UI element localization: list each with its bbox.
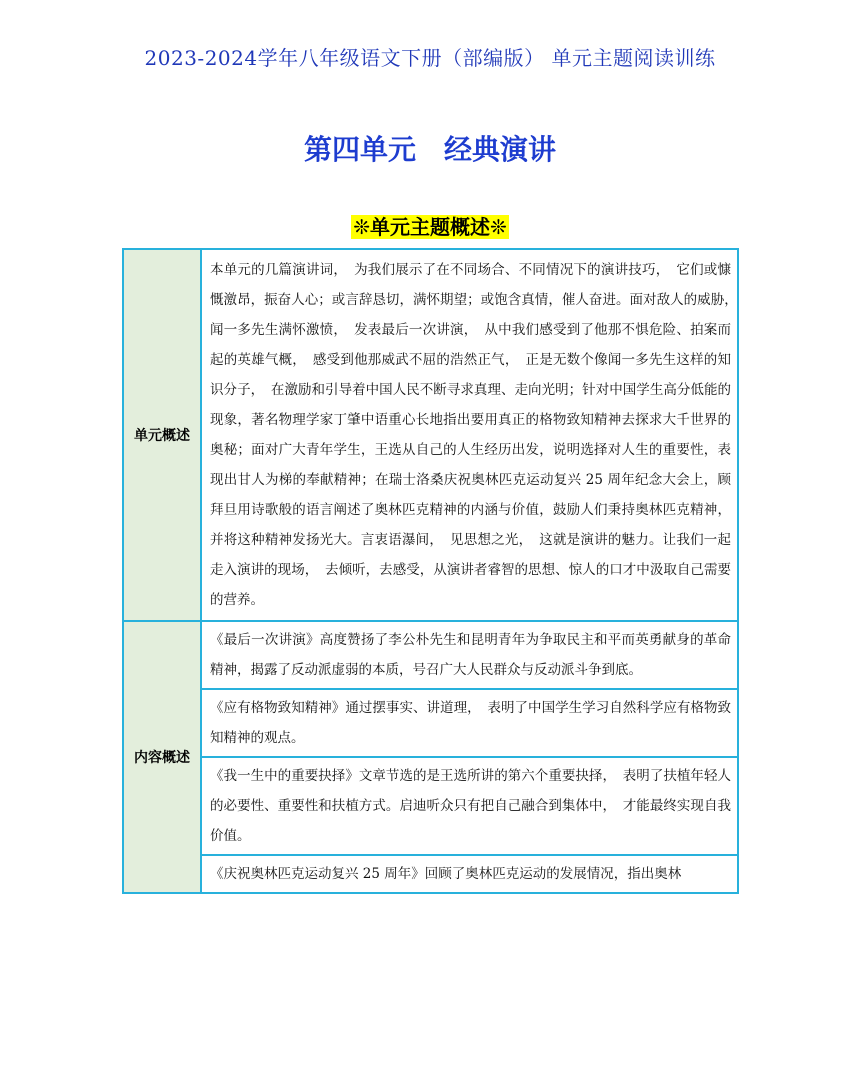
unit-overview-row: [123, 249, 738, 621]
content-overview-row: [123, 689, 738, 757]
unit-overview-label: 单元概述: [123, 249, 201, 621]
section-heading: [0, 211, 860, 240]
overview-table: [122, 248, 745, 894]
section-heading-text: ❊单元主题概述❊: [353, 215, 507, 239]
content-overview-item: 《我一生中的重要抉择》文章节选的是王选所讲的第六个重要抉择， 表明了扶植年轻人的必要性、重要性和扶植方式。启迪听众只有把自己融合到集体中， 才能最终实现自我价值。: [201, 757, 738, 855]
content-overview-item: 《最后一次讲演》高度赞扬了李公朴先生和昆明青年为争取民主和平而英勇献身的革命精神，揭露了反动派虚弱的本质，号召广大人民群众与反动派斗争到底。: [201, 621, 738, 689]
content-overview-label: 内容概述: [123, 621, 201, 893]
document-header: 2023-2024学年八年级语文下册（部编版） 单元主题阅读训练: [144, 46, 716, 70]
content-overview-row: [123, 621, 738, 689]
content-overview-item: 《庆祝奥林匹克运动复兴 25 周年》回顾了奥林匹克运动的发展情况，指出奥林: [201, 855, 738, 893]
unit-overview-text: 本单元的几篇演讲词， 为我们展示了在不同场合、不同情况下的演讲技巧， 它们或慷慨激昂，振奋人心；或言辞恳切，满怀期望；或饱含真情，催人奋进。面对敌人的威胁， 闻一多先生满怀激愤， 发表最后一次讲演， 从中我们感受到了他那不惧危险、拍案而起的英雄气概， 感受到他那威武不屈的浩然正气， 正是无数个像闻一多先生这样的知识分子， 在激励和引导着中国人民不断寻求真理、走向光明；针对中国学生高分低能的现象，著名物理学家丁肇中语重心长地指出要用真正的格物致知精神去探求大千世界的奥秘；面对广大青年学生，王选从自己的人生经历出发，说明选择对人生的重要性，表现出甘人为梯的奉献精神；在瑞士洛桑庆祝奥林匹克运动复兴 25 周年纪念大会上，顾拜旦用诗歌般的语言阐述了奥林匹克精神的内涵与价值，鼓励人们秉持奥林匹克精神，并将这种精神发扬光大。言衷语瀑间， 见思想之光， 这就是演讲的魅力。让我们一起走入演讲的现场， 去倾听，去感受，从演讲者睿智的思想、惊人的口才中汲取自己需要的营养。: [201, 249, 738, 621]
content-overview-item: 《应有格物致知精神》通过摆事实、讲道理， 表明了中国学生学习自然科学应有格物致知精神的观点。: [201, 689, 738, 757]
content-overview-row: [123, 855, 738, 893]
content-overview-row: [123, 757, 738, 855]
unit-title: 第四单元 经典演讲: [303, 133, 556, 166]
